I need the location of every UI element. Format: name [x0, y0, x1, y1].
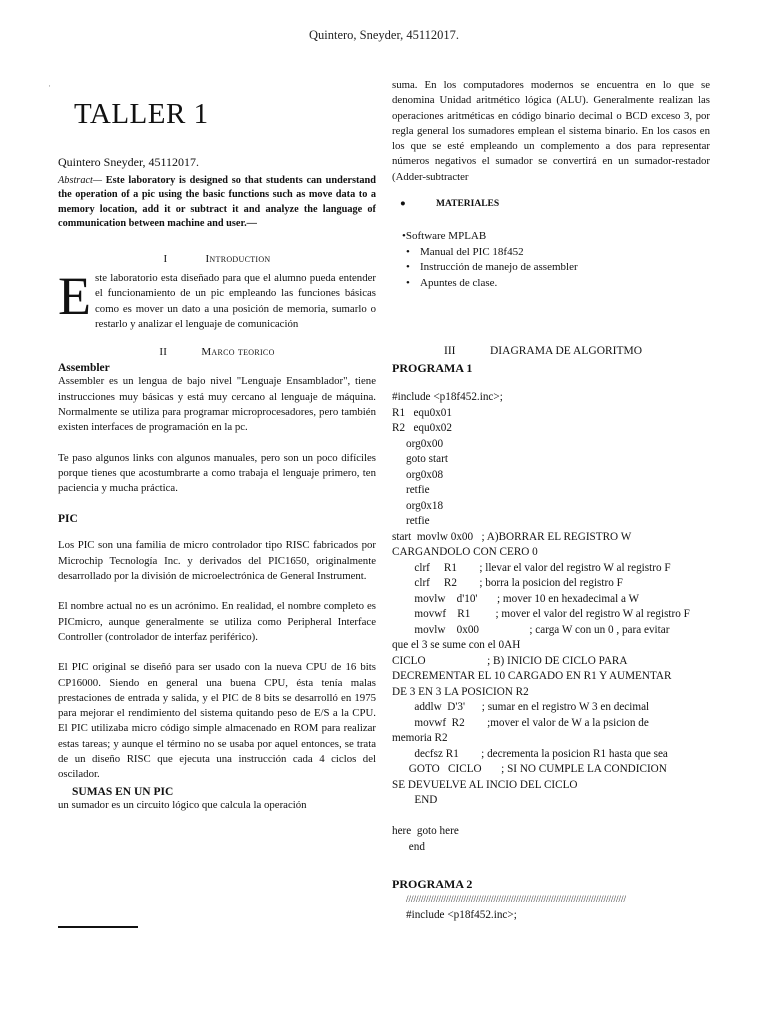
- bullet-icon: ●: [400, 199, 406, 210]
- section-heading-marco: [58, 346, 376, 358]
- list-item: [392, 245, 710, 261]
- bullet-icon: •: [406, 276, 410, 289]
- code-line: CICLO ; B) INICIO DE CICLO PARA: [392, 654, 628, 667]
- programa-2-include: #include <p18f452.inc>;: [406, 908, 517, 921]
- code-line: retfie: [392, 484, 430, 497]
- footnote-rule: [58, 926, 138, 928]
- pic-paragraph-1: Los PIC son una familia de micro controlador tipo RISC fabricados por Microchip Tecnología Inc. y derivados del PIC1650, originalmente desarrollado por la división de microelectrónica de General Instrument.: [58, 539, 376, 583]
- right-column: [392, 78, 710, 923]
- code-line: DE 3 EN 3 LA POSICION R2: [392, 685, 529, 698]
- code-line: org0x08: [392, 468, 444, 481]
- list-item-text: Instrucción de manejo de assembler: [420, 261, 578, 274]
- assembler-paragraph-1: Assembler es un lengua de bajo nivel "Lenguaje Ensamblador", tiene instrucciones muy básicas y está muy cercano al lenguaje de máquina. Normalmente se utiliza para programar microprocesadores, pero también existen interfaces de programación en la pc.: [58, 375, 376, 434]
- section-title: Marco teorico: [201, 346, 275, 359]
- section-number: I: [163, 253, 168, 266]
- section-heading-diagrama: [392, 345, 710, 357]
- abstract-text: Este laboratory is designed so that students can understand the operation of a pic using the basic functions such as move data to a memory location, add it or subtract it and analyze the language of communication between machine and user.—: [58, 175, 376, 229]
- assembler-paragraph-2: Te paso algunos links con algunos manuales, pero son un poco difíciles porque tienes que acostumbrarte a como trabaja el lenguaje primero, ten paciencia y mucha práctica.: [58, 451, 376, 495]
- materiales-title: MATERIALES: [436, 199, 500, 210]
- section-number: III: [444, 345, 456, 358]
- list-item-text: Manual del PIC 18f452: [420, 245, 524, 258]
- code-line: R2 equ0x02: [392, 422, 452, 435]
- section-title: DIAGRAMA DE ALGORITMO: [490, 345, 643, 358]
- code-line: movlw d'10' ; mover 10 en hexadecimal a W: [392, 592, 640, 605]
- intro-paragraph: [58, 266, 376, 332]
- list-item: [392, 260, 710, 276]
- programa-1-code: [392, 390, 710, 855]
- code-line: #include <p18f452.inc>;: [392, 391, 503, 404]
- page-header: Quintero, Sneyder, 45112017.: [308, 28, 460, 42]
- code-line: clrf R2 ; borra la posicion del registro F: [392, 577, 623, 590]
- subheading-pic: PIC: [58, 513, 78, 526]
- pic-paragraph-2: El nombre actual no es un acrónimo. En realidad, el nombre completo es PICmicro, aunque generalmente se utiliza como Peripheral Interface Controller (controlador de interfaz periférico).: [58, 600, 376, 643]
- code-line: [392, 809, 710, 825]
- code-line: END: [392, 794, 438, 807]
- intro-text: ste laboratorio esta diseñado para que el alumno pueda entender el funcionamiento de un pic empleando las funciones básicas como es mover un dato a una posición de memoria, sumarlo o restarlo y analizar el lenguaje de comunicación: [95, 272, 376, 331]
- section-number: II: [159, 346, 168, 359]
- programa-1-heading: PROGRAMA 1: [392, 361, 473, 376]
- software-line: •Software MPLAB: [402, 230, 487, 243]
- subheading-sumas: SUMAS EN UN PIC: [72, 785, 174, 798]
- sumas-continued-paragraph: suma. En los computadores modernos se encuentra en lo que se denomina Unidad aritmético lógica (ALU). Generalmente realizan las operaciones aritméticas en código binario decimal o BCD exceso 3, por regla general los sumadores emplean el sistema binario. En los casos en los que se esté empleando un complemento a dos para representar números negativos el sumador se convertirá en un sumador-restador (Adder-subtracter: [392, 79, 710, 183]
- section-title: Introduction: [205, 253, 271, 266]
- code-line: GOTO CICLO ; SI NO CUMPLE LA CONDICION: [392, 763, 667, 776]
- code-line: start movlw 0x00 ; A)BORRAR EL REGISTRO W: [392, 530, 632, 543]
- section-heading-introduction: [58, 253, 376, 265]
- code-line: org0x00: [392, 437, 444, 450]
- code-line: DECREMENTAR EL 10 CARGADO EN R1 Y AUMENTAR: [392, 670, 672, 683]
- sumas-paragraph: un sumador es un circuito lógico que calcula la operación: [58, 798, 307, 811]
- code-line: que el 3 se sume con el 0AH: [392, 639, 521, 652]
- code-line: movwf R2 ;mover el valor de W a la psicion de: [392, 716, 649, 729]
- abstract-label: Abstract—: [58, 175, 103, 186]
- programa-2-heading: PROGRAMA 2: [392, 877, 473, 892]
- code-line: addlw D'3' ; sumar en el registro W 3 en decimal: [392, 701, 650, 714]
- materiales-heading: [392, 199, 710, 209]
- code-line: goto start: [392, 453, 448, 466]
- bullet-icon: •: [406, 245, 410, 258]
- subheading-assembler: Assembler: [58, 362, 110, 375]
- code-line: R1 equ0x01: [392, 406, 452, 419]
- code-line: SE DEVUELVE AL INCIO DEL CICLO: [392, 778, 578, 791]
- materials-list: [392, 229, 710, 291]
- code-line: memoria R2: [392, 732, 448, 745]
- code-line: here goto here: [392, 825, 459, 838]
- pic-paragraph-3: El PIC original se diseñó para ser usado con la nueva CPU de 16 bits CP16000. Siendo en general una buena CPU, ésta tenía malas prestaciones de entrada y salida, y el PIC de 8 bits se desarrolló en 1975 para mejorar el rendimiento del sistema quitando peso de E/S a la CPU. El PIC utilizaba micro código simple almacenado en ROM para realizar estas tareas; y aunque el término no se usaba por aquel entonces, se trata de un diseño RISC que ejecuta una instrucción cada 4 ciclos del oscilador.: [58, 661, 376, 781]
- code-line: retfie: [392, 515, 430, 528]
- code-line: CARGANDOLO CON CERO 0: [392, 546, 538, 559]
- code-line: end: [392, 840, 425, 853]
- bullet-icon: •: [406, 261, 410, 274]
- code-line: movwf R1 ; mover el valor del registro W al registro F: [392, 608, 690, 621]
- list-item-text: Apuntes de clase.: [420, 276, 498, 289]
- margin-mark: ·: [48, 81, 51, 91]
- document-title: TALLER 1: [74, 98, 209, 130]
- code-line: movlw 0x00 ; carga W con un 0 , para evitar: [392, 623, 670, 636]
- drop-cap: E: [58, 266, 91, 327]
- left-column: [58, 78, 376, 813]
- code-line: decfsz R1 ; decrementa la posicion R1 hasta que sea: [392, 747, 668, 760]
- list-item: [392, 276, 710, 292]
- code-line: org0x18: [392, 499, 444, 512]
- abstract: [58, 174, 376, 231]
- programa-2-separator: ////////////////////////////////////////////////////////////////////////////////////////: [406, 894, 627, 905]
- code-line: clrf R1 ; llevar el valor del registro W al registro F: [392, 561, 671, 574]
- author-line: Quintero Sneyder, 45112017.: [58, 155, 200, 169]
